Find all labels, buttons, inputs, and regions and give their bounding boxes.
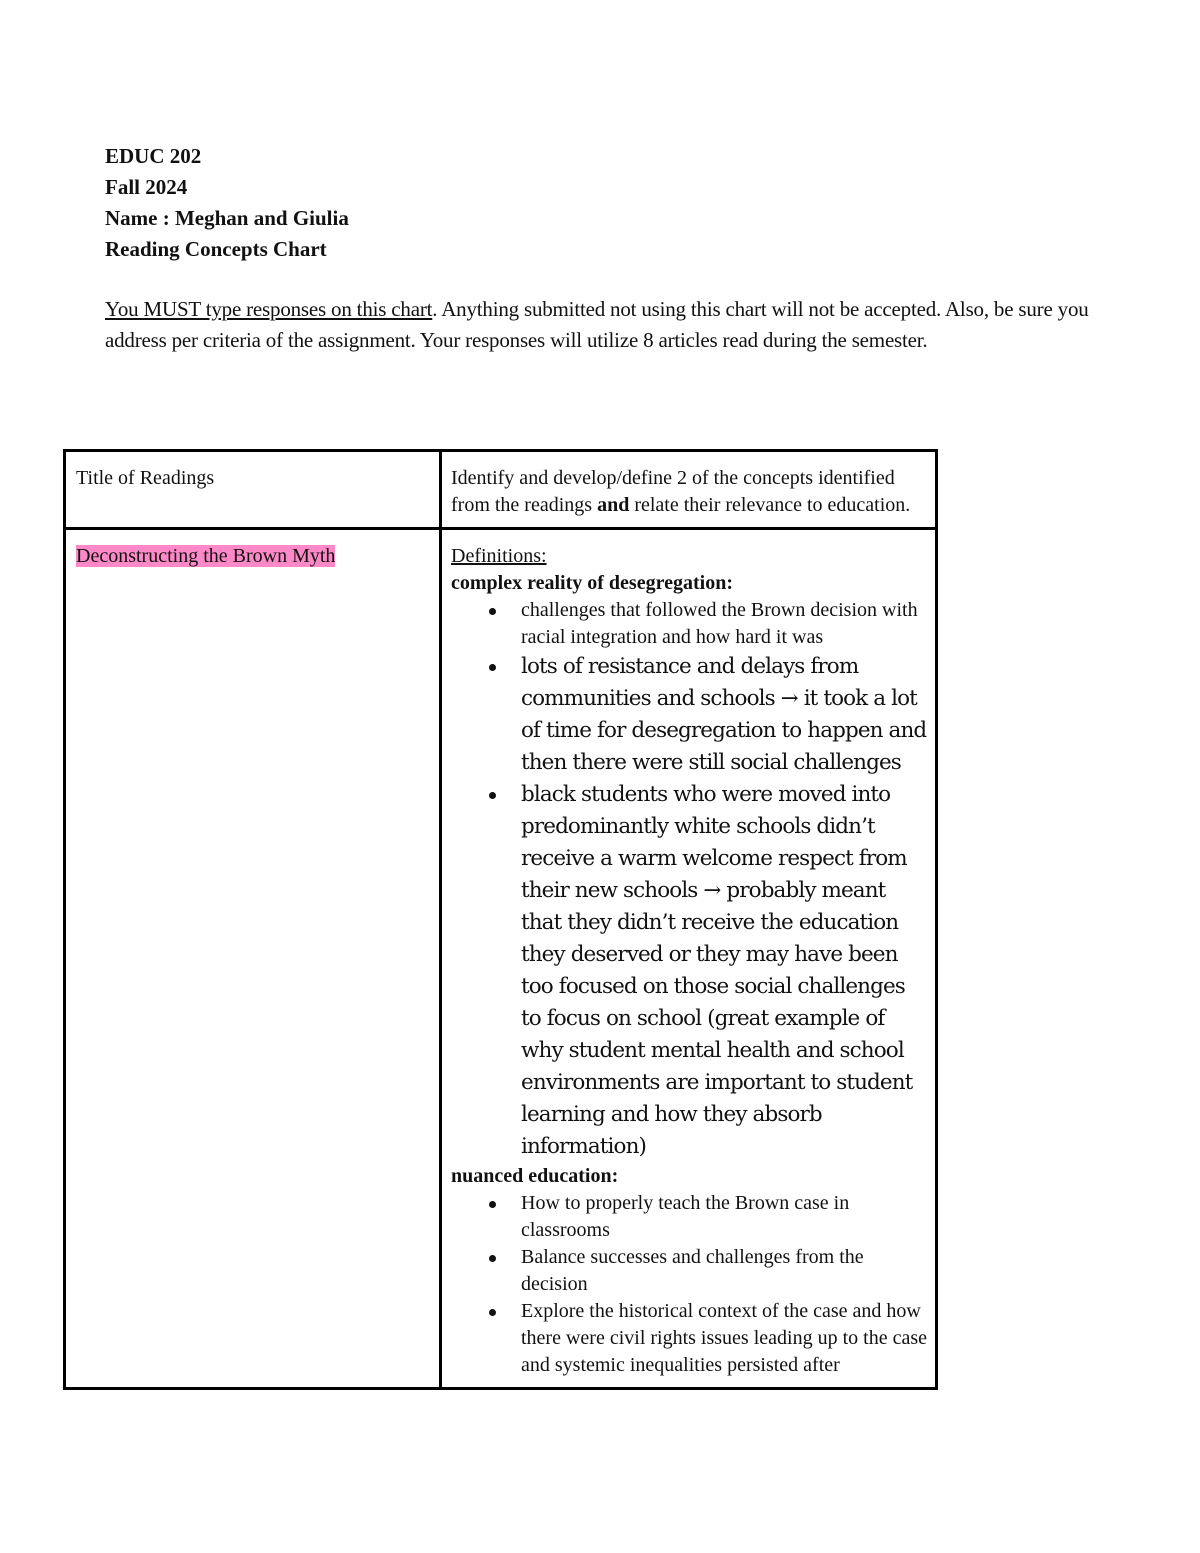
definitions-label: Definitions: [451,545,547,567]
reading-concepts-table [63,449,938,1390]
document-title: Reading Concepts Chart [105,237,327,261]
list-item: black students who were moved into predominantly white schools didn’t receive a warm welcome respect from their new schools → probably meant that they didn’t receive the education they deserved or they may have been too focused on those social challenges to focus on school (great example of why student mental health and school environments are important to student learning and how they absorb information) [521,779,927,1163]
reading-title-cell [65,529,441,1389]
document-header [105,141,349,265]
header-cell-title [65,451,441,529]
list-item: challenges that followed the Brown decision with racial integration and how hard it was [521,597,927,651]
instructions-text: . Anything submitted not using this chart will not be accepted. Also, be sure you address per criteria of the assignment. Your responses will utilize 8 articles read during the semester. [105,297,1089,352]
concept-1-list [451,597,927,651]
term: Fall 2024 [105,175,188,199]
concept-2-list [451,1190,927,1379]
course-code: EDUC 202 [105,144,202,168]
list-item: Explore the historical context of the case and how there were civil rights issues leading up to the case and systemic inequalities persisted after [521,1298,927,1379]
student-names: Name : Meghan and Giulia [105,206,349,230]
header-title-label: Title of Readings [76,467,215,489]
list-item: Balance successes and challenges from the decision [521,1244,927,1298]
list-item: How to properly teach the Brown case in classrooms [521,1190,927,1244]
instructions-underlined: You MUST type responses on this chart [105,297,433,321]
table-header-row [65,451,937,529]
header-concepts-part2: relate their relevance to education. [629,494,911,516]
concepts-cell [441,529,937,1389]
concept-1-title: complex reality of desegregation: [451,572,733,594]
header-cell-concepts [441,451,937,529]
header-concepts-part1: Identify and develop/define 2 of the concepts identified from the readings [451,467,895,516]
concept-2-title: nuanced education: [451,1165,619,1187]
instructions-paragraph [105,294,1145,356]
list-item: lots of resistance and delays from communities and schools → it took a lot of time for desegregation to happen and then there were still social challenges [521,651,927,779]
header-concepts-bold: and [597,494,630,516]
concept-1-list-continued [451,651,927,1163]
reading-title: Deconstructing the Brown Myth [76,545,336,567]
table-row [65,529,937,1389]
